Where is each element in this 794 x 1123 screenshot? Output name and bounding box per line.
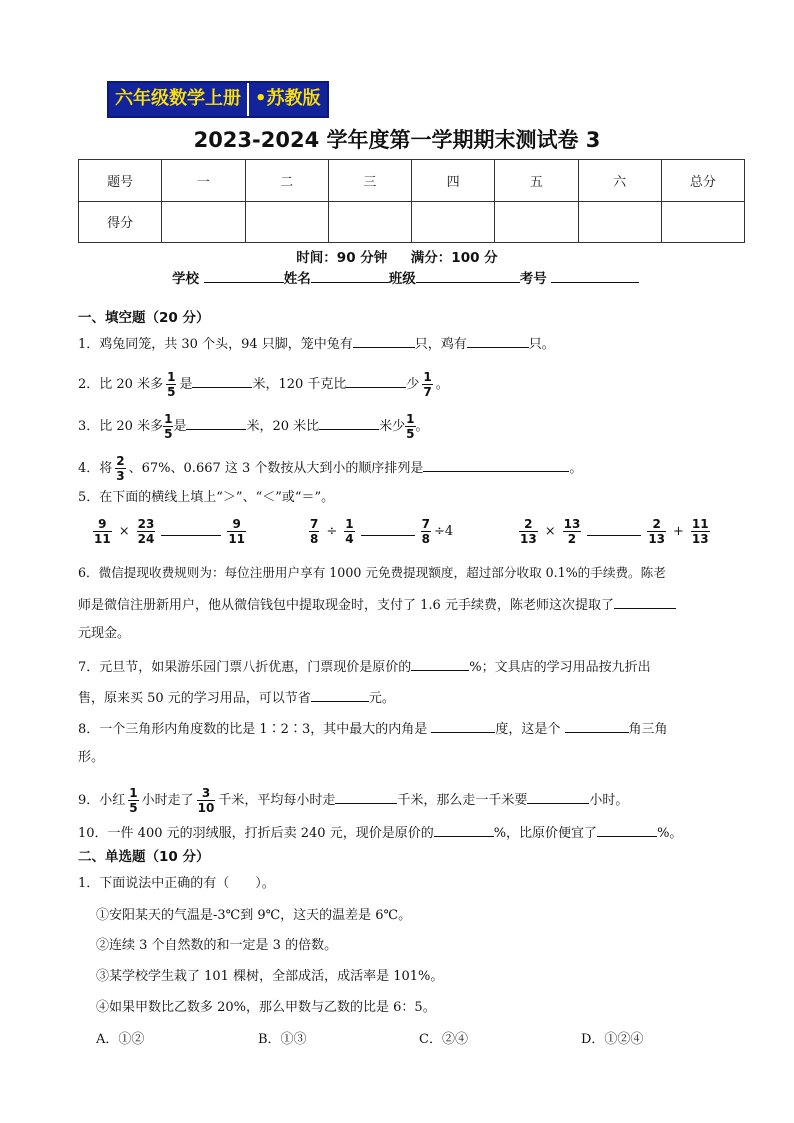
q9-blank-1[interactable] (335, 790, 397, 804)
score-cell[interactable] (412, 201, 495, 243)
q5-fraction (563, 517, 582, 546)
q10-text-c: %。 (657, 826, 683, 841)
grade-badge (107, 81, 329, 118)
fraction-numerator: 11 (691, 517, 709, 531)
fraction-denominator: 3 (116, 469, 125, 483)
class-label: 班级 (388, 271, 416, 287)
badge-edition-label: •苏教版 (247, 83, 327, 116)
q9-fraction-2 (197, 786, 216, 815)
q3-text-d: 米少 (379, 419, 406, 434)
q5-fraction (647, 517, 666, 546)
fraction-numerator: 1 (164, 412, 173, 426)
q5-item-3 (516, 517, 713, 546)
q2-text-c: 米，120 千克比 (252, 377, 347, 392)
class-blank[interactable] (416, 268, 520, 283)
q3-text-a: 3．比 20 米多 (78, 419, 164, 434)
school-label: 学校 (172, 271, 199, 287)
q5-fraction (309, 517, 319, 546)
choice-a[interactable]: A．①② (96, 1032, 145, 1047)
q10-text-a: 10．一件 400 元的羽绒服，打折后卖 240 元，现价是原价的 (78, 826, 434, 841)
q10-blank-2[interactable] (597, 823, 657, 837)
fraction-denominator: 8 (421, 532, 430, 546)
mc-statement-3: ③某学校学生栽了 101 棵树，全部成活，成活率是 101%。 (96, 969, 444, 984)
fraction-numerator: 1 (129, 786, 138, 800)
question-5: 5．在下面的横线上填上“＞”、“＜”或“＝”。 (78, 490, 335, 505)
q7-blank-2[interactable] (311, 688, 369, 702)
q9-text-d: 千米，那么走一千米要 (397, 793, 528, 808)
score-table (78, 159, 745, 243)
q8-text-a: 8．一个三角形内角度数的比是 1∶2∶3，其中最大的内角是 (78, 722, 428, 737)
fraction-numerator: 1 (345, 517, 354, 531)
score-cell[interactable] (661, 201, 744, 243)
fraction-numerator: 3 (197, 786, 216, 801)
fraction-numerator: 2 (116, 454, 125, 468)
q8-text-c: 角三角 (628, 722, 668, 737)
mc-statement-4: ④如果甲数比乙数多 20%，那么甲数与乙数的比是 6：5。 (96, 1000, 436, 1015)
q7-text-b: %；文具店的学习用品按九折出 (469, 660, 651, 675)
fraction-denominator: 10 (197, 801, 215, 815)
score-table-header-row (79, 160, 745, 202)
q5-fraction (519, 517, 538, 546)
fraction-denominator: 11 (228, 532, 246, 546)
name-label: 姓名 (283, 271, 311, 287)
q7-blank-1[interactable] (411, 657, 469, 671)
q6-blank[interactable] (614, 595, 676, 609)
q2-text-a: 2．比 20 米多 (78, 377, 164, 392)
q9-text-c: 千米，平均每小时走 (218, 793, 336, 808)
fraction-denominator: 5 (406, 427, 415, 441)
q5-item-2 (306, 517, 453, 546)
question-8-line-1 (78, 719, 668, 739)
question-7-line-1 (78, 657, 651, 677)
q4-text-a: 4．将 (78, 461, 113, 476)
fraction-denominator: 11 (94, 532, 111, 546)
fraction-numerator: 2 (519, 517, 538, 532)
fraction-numerator: 1 (167, 370, 176, 384)
badge-grade-label: 六年级数学上册 (109, 83, 247, 116)
q5-operator: ÷ (326, 524, 338, 539)
score-header-cell: 五 (495, 160, 578, 202)
choice-b[interactable]: B．①③ (258, 1032, 307, 1047)
question-6-line-1: 6．微信提现收费规则为：每位注册用户享有 1000 元免费提现额度，超过部分收取 0.1%的手续费。陈老 (78, 565, 666, 580)
question-10 (78, 823, 682, 843)
q3-fraction-1 (163, 412, 173, 441)
q3-blank-1[interactable] (186, 416, 246, 430)
score-cell[interactable] (162, 201, 245, 243)
q1-text-b: 只，鸡有 (414, 337, 467, 352)
fraction-numerator: 9 (93, 517, 112, 532)
fraction-numerator: 7 (421, 517, 430, 531)
score-header-cell: 二 (245, 160, 328, 202)
q2-fraction-1 (166, 370, 176, 399)
q3-text-e: 。 (415, 419, 429, 434)
q7-text-c: 售，原来买 50 元的学习用品，可以节省 (78, 691, 311, 706)
fraction-denominator: 13 (648, 532, 666, 546)
score-cell[interactable] (328, 201, 411, 243)
q9-text-e: 小时。 (589, 793, 629, 808)
score-header-cell: 一 (162, 160, 245, 202)
q2-text-b: 是 (179, 377, 193, 392)
q5-operator: × (544, 524, 556, 539)
fraction-numerator: 23 (137, 517, 155, 531)
q9-blank-2[interactable] (527, 790, 589, 804)
mc-statement-2: ②连续 3 个自然数的和一定是 3 的倍数。 (96, 938, 338, 953)
q4-blank[interactable] (423, 458, 569, 472)
q5-fraction (227, 517, 246, 546)
fraction-numerator: 7 (310, 517, 319, 531)
score-header-cell: 六 (578, 160, 661, 202)
q4-text-c: 。 (569, 461, 583, 476)
q5-blank-2[interactable] (361, 527, 415, 536)
q5-fraction (137, 517, 156, 546)
question-3 (78, 412, 429, 441)
number-label: 考号 (519, 271, 547, 287)
q1-text-c: 只。 (528, 337, 555, 352)
q1-text-a: 1．鸡兔同笼，共 30 个头，94 只脚，笼中兔有 (78, 337, 353, 352)
q2-blank-1[interactable] (192, 374, 252, 388)
score-cell[interactable] (245, 201, 328, 243)
fraction-numerator: 1 (423, 370, 432, 384)
section2-title: 二、单选题（10 分） (78, 849, 210, 865)
q5-operator: × (118, 524, 130, 539)
question-7-line-2 (78, 688, 395, 708)
q4-fraction (115, 454, 125, 483)
choice-d[interactable]: D．①②④ (581, 1032, 644, 1047)
fraction-numerator: 9 (227, 517, 246, 532)
q3-blank-2[interactable] (319, 416, 379, 430)
section1-title: 一、填空题（20 分） (78, 310, 210, 326)
fraction-denominator: 24 (137, 532, 155, 546)
score-cell[interactable] (578, 201, 661, 243)
score-header-cell: 三 (328, 160, 411, 202)
question-6-line-3: 元现金。 (78, 626, 131, 641)
student-info (172, 267, 639, 287)
q2-text-d: 少 (406, 377, 420, 392)
q2-blank-2[interactable] (346, 374, 406, 388)
q3-text-b: 是 (173, 419, 187, 434)
fraction-denominator: 4 (345, 532, 354, 546)
q2-text-e: 。 (435, 377, 449, 392)
q5-fraction (421, 517, 431, 546)
q6-text: 师是微信注册新用户，他从微信钱包中提取现金时，支付了 1.6 元手续费，陈老师这次提取了 (78, 598, 614, 613)
mc-statement-1: ①安阳某天的气温是-3℃到 9℃，这天的温差是 6℃。 (96, 908, 412, 923)
fraction-numerator: 2 (647, 517, 666, 532)
q9-text-b: 小时走了 (141, 793, 194, 808)
q10-text-b: %，比原价便宜了 (493, 826, 598, 841)
score-cell[interactable] (495, 201, 578, 243)
score-table-score-row (79, 201, 745, 243)
fraction-denominator: 5 (167, 385, 176, 399)
exam-full-score: 满分：100 分 (410, 250, 498, 266)
fraction-numerator: 13 (563, 517, 581, 531)
fraction-denominator: 2 (567, 532, 577, 546)
fraction-denominator: 13 (691, 532, 709, 546)
q5-operator: + (673, 524, 684, 539)
score-row-label: 得分 (79, 201, 162, 243)
q8-blank-2[interactable] (565, 719, 629, 733)
exam-time: 时间：90 分钟 (296, 250, 388, 266)
q2-fraction-2 (422, 370, 432, 399)
q7-text-d: 元。 (368, 691, 395, 706)
q7-text-a: 7．元旦节，如果游乐园门票八折优惠，门票现价是原价的 (78, 660, 412, 675)
question-2 (78, 370, 449, 399)
q4-text-b: 、67%、0.667 这 3 个数按从大到小的顺序排列是 (128, 461, 424, 476)
choice-c[interactable]: C．②④ (419, 1032, 468, 1047)
fraction-denominator: 13 (520, 532, 537, 546)
q10-blank-1[interactable] (434, 823, 494, 837)
q5-tail: ÷4 (433, 524, 454, 539)
q5-blank-1[interactable] (161, 527, 221, 536)
fraction-denominator: 5 (164, 427, 173, 441)
q5-item-1 (90, 517, 249, 546)
q8-text-b: 度，这是个 (495, 722, 561, 737)
q8-blank-1[interactable] (431, 719, 495, 733)
q5-fraction (691, 517, 710, 546)
fraction-denominator: 8 (310, 532, 319, 546)
number-blank[interactable] (551, 268, 639, 283)
score-header-cell: 总分 (661, 160, 744, 202)
question-9 (78, 786, 628, 815)
q3-fraction-2 (405, 412, 415, 441)
q5-fraction (93, 517, 112, 546)
q5-fraction (344, 517, 354, 546)
q9-text-a: 9．小红 (78, 793, 126, 808)
question-1 (78, 334, 555, 354)
score-header-cell: 四 (412, 160, 495, 202)
q1-blank-2[interactable] (467, 334, 529, 348)
question-8-line-2: 形。 (78, 750, 105, 765)
q5-blank-3[interactable] (587, 527, 641, 536)
q3-text-c: 米，20 米比 (246, 419, 320, 434)
fraction-denominator: 5 (129, 801, 138, 815)
school-blank[interactable] (204, 268, 284, 283)
fraction-denominator: 7 (423, 385, 432, 399)
fraction-numerator: 1 (406, 412, 415, 426)
q9-fraction-1 (128, 786, 138, 815)
exam-title: 2023-2024 学年度第一学期期末测试卷 3 (193, 128, 601, 152)
question-6-line-2 (78, 595, 676, 615)
q1-blank-1[interactable] (353, 334, 415, 348)
question-4 (78, 454, 582, 483)
exam-time-info (0, 246, 794, 266)
score-header-cell: 题号 (79, 160, 162, 202)
mc-question-1: 1．下面说法中正确的有（ ）。 (78, 876, 275, 891)
name-blank[interactable] (311, 268, 389, 283)
